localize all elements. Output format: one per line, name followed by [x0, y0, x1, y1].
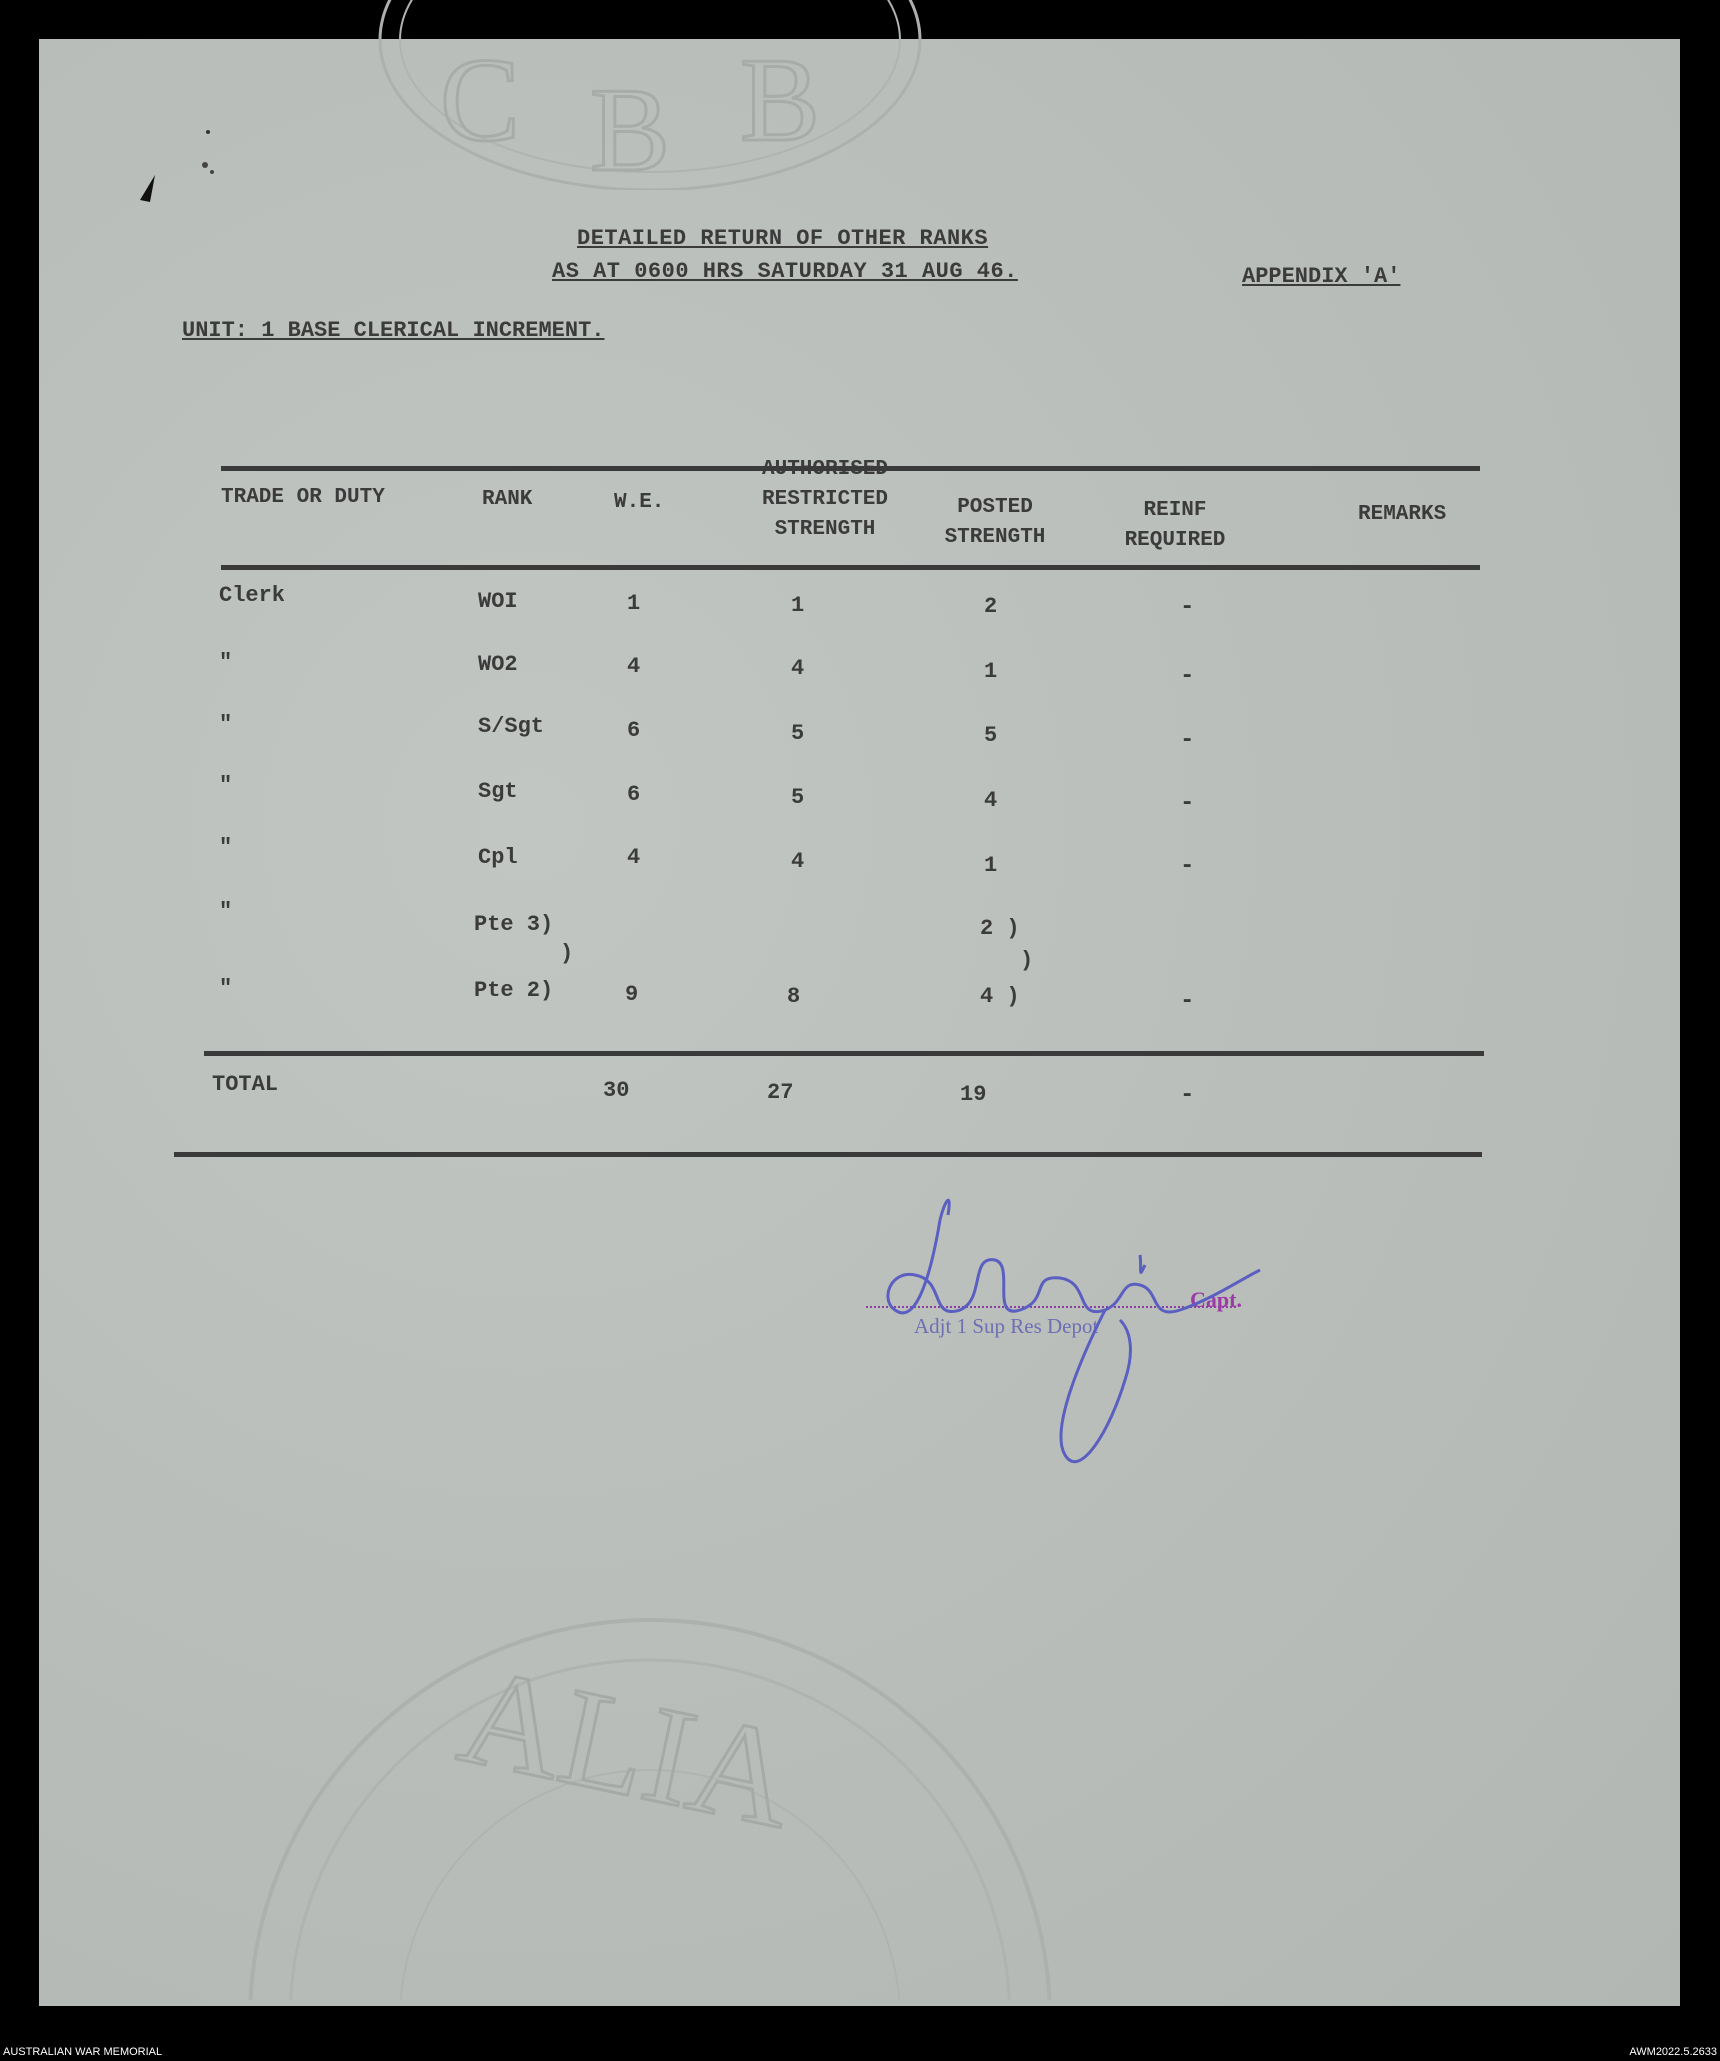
- row-4-rank: Sgt: [478, 779, 518, 804]
- row-2-we: 4: [627, 654, 641, 679]
- row-2-posted: 1: [984, 659, 998, 684]
- row-4-auth: 5: [791, 785, 805, 810]
- row-7-auth: 8: [787, 984, 801, 1009]
- header-reinf-line1: REINF: [1143, 499, 1207, 522]
- header-reinf: [1100, 496, 1250, 556]
- total-top-rule: [204, 1051, 1484, 1056]
- row-7-reinf: -: [1180, 988, 1195, 1015]
- row-1-trade: Clerk: [219, 583, 286, 608]
- row-4-trade: ": [219, 773, 233, 798]
- handwritten-signature: [820, 1160, 1340, 1480]
- total-posted: 19: [960, 1082, 987, 1107]
- svg-text:ALIA: ALIA: [447, 1637, 808, 1859]
- row-6-rank: Pte 3): [474, 912, 554, 937]
- row-7-rank: Pte 2): [474, 978, 554, 1003]
- row-4-we: 6: [627, 782, 641, 807]
- row-3-reinf: -: [1180, 727, 1195, 754]
- row-5-posted: 1: [984, 853, 998, 878]
- row-5-reinf: -: [1180, 853, 1195, 880]
- total-label: TOTAL: [212, 1072, 279, 1097]
- posted-bracket-mid: ): [1020, 948, 1034, 973]
- header-remarks: REMARKS: [1358, 503, 1447, 526]
- row-2-reinf: -: [1180, 663, 1195, 690]
- embossed-seal-top: [360, 0, 940, 190]
- row-5-trade: ": [219, 835, 233, 860]
- header-posted: [920, 493, 1070, 553]
- row-2-rank: WO2: [478, 652, 518, 677]
- row-4-reinf: -: [1180, 790, 1195, 817]
- unit-label: UNIT: 1 BASE CLERICAL INCREMENT.: [182, 318, 605, 343]
- footer-accession: AWM2022.5.2633: [1629, 2046, 1717, 2058]
- header-authorised-line2: RESTRICTED: [761, 488, 889, 511]
- header-authorised-line1: AUTHORISED: [761, 458, 889, 481]
- table-bottom-rule: [174, 1152, 1482, 1157]
- row-5-rank: Cpl: [478, 845, 518, 870]
- row-1-rank: WOI: [478, 589, 518, 614]
- row-7-posted: 4 ): [980, 984, 1020, 1009]
- embossed-seal-bottom: [150, 1600, 1150, 2000]
- appendix-label: APPENDIX 'A': [1242, 264, 1401, 289]
- signature-stamp-text: Adjt 1 Sup Res Depot: [914, 1314, 1099, 1338]
- row-3-trade: ": [219, 712, 233, 737]
- row-6-posted: 2 ): [980, 916, 1020, 941]
- header-bottom-rule: [221, 565, 1480, 570]
- header-authorised-line3: STRENGTH: [774, 518, 876, 541]
- header-reinf-line2: REQUIRED: [1124, 529, 1226, 552]
- row-1-we: 1: [627, 591, 641, 616]
- paper-blemish: [110, 130, 250, 240]
- svg-text:B: B: [590, 63, 671, 190]
- row-3-posted: 5: [984, 723, 998, 748]
- document-title: DETAILED RETURN OF OTHER RANKS: [577, 226, 989, 251]
- header-posted-line1: POSTED: [957, 496, 1033, 519]
- svg-text:B: B: [740, 33, 821, 166]
- total-auth: 27: [767, 1080, 794, 1105]
- row-2-trade: ": [219, 650, 233, 675]
- signature-rank: Capt.: [1190, 1287, 1242, 1312]
- document-subtitle: AS AT 0600 HRS SATURDAY 31 AUG 46.: [552, 259, 1018, 284]
- header-trade: TRADE OR DUTY: [221, 486, 385, 509]
- header-posted-line2: STRENGTH: [944, 526, 1046, 549]
- row-7-trade: ": [219, 976, 233, 1001]
- row-3-rank: S/Sgt: [478, 714, 545, 739]
- row-2-auth: 4: [791, 656, 805, 681]
- total-reinf: -: [1180, 1082, 1195, 1109]
- row-5-we: 4: [627, 845, 641, 870]
- row-1-reinf: -: [1180, 594, 1195, 621]
- header-rank: RANK: [482, 488, 533, 511]
- total-we: 30: [603, 1078, 630, 1103]
- row-5-auth: 4: [791, 849, 805, 874]
- row-1-auth: 1: [791, 593, 805, 618]
- row-7-we: 9: [625, 982, 639, 1007]
- row-1-posted: 2: [984, 594, 998, 619]
- row-6-trade: ": [219, 899, 233, 924]
- header-we: W.E.: [614, 491, 665, 514]
- row-4-posted: 4: [984, 788, 998, 813]
- rank-bracket-mid: ): [560, 941, 574, 966]
- svg-text:C: C: [440, 33, 521, 166]
- row-3-we: 6: [627, 718, 641, 743]
- row-3-auth: 5: [791, 721, 805, 746]
- header-authorised: [735, 455, 915, 545]
- footer-source: AUSTRALIAN WAR MEMORIAL: [3, 2046, 163, 2058]
